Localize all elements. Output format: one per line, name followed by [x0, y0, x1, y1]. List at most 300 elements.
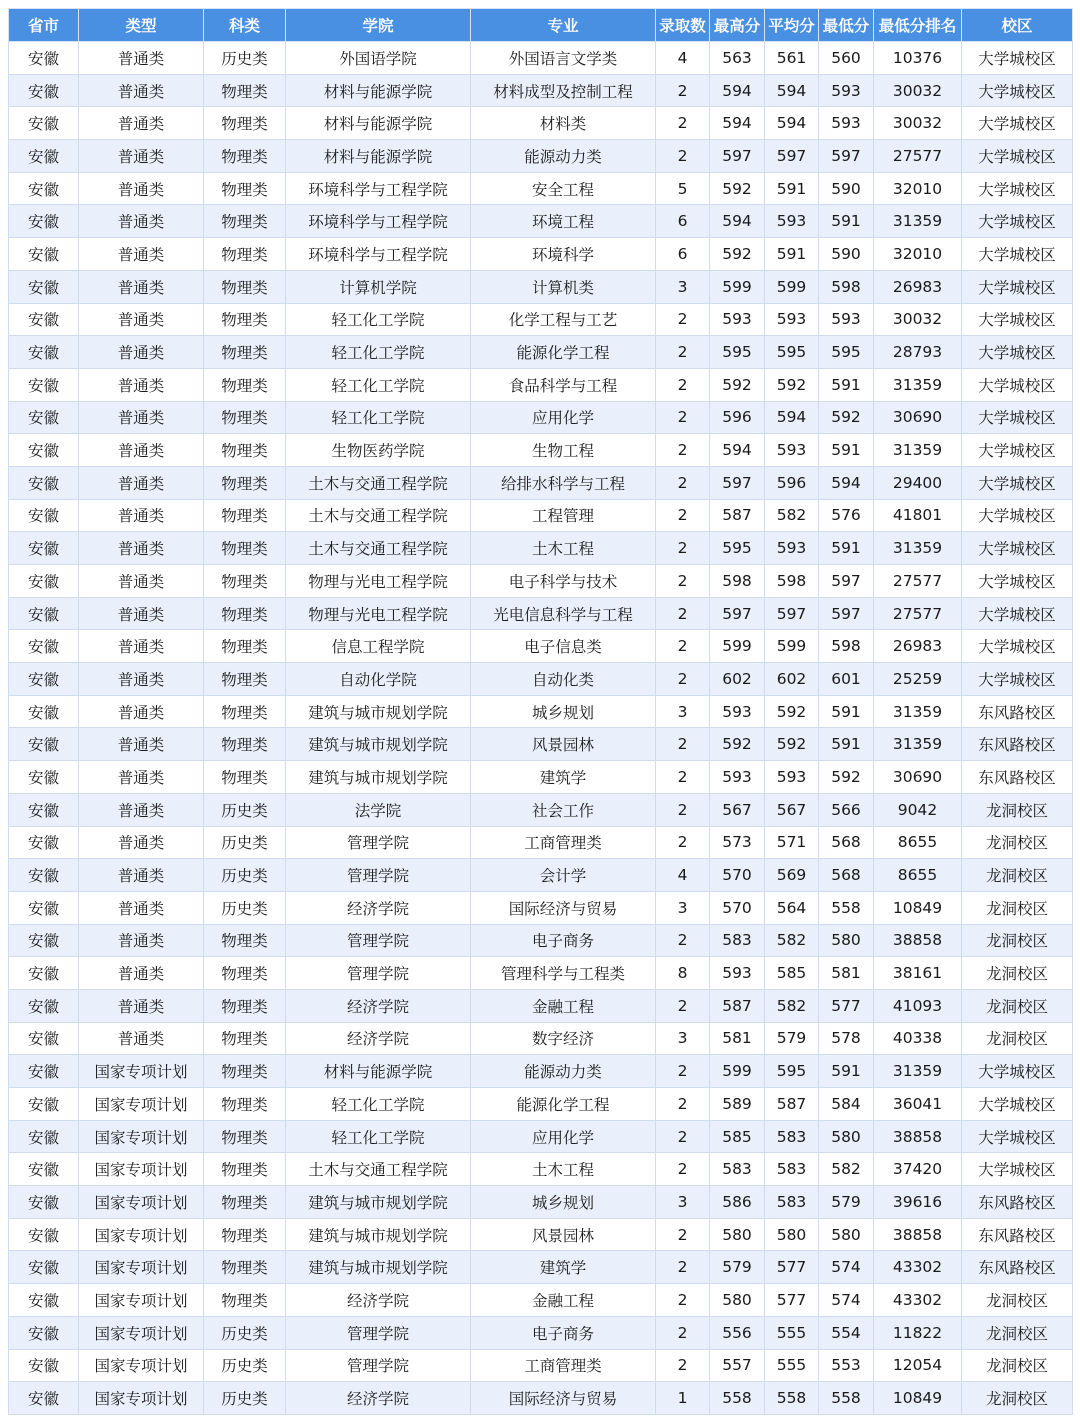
college-cell: 建筑与城市规划学院 — [286, 1186, 471, 1219]
admitted-cell: 2 — [656, 761, 710, 794]
subject-cell: 物理类 — [204, 695, 286, 728]
college-cell: 管理学院 — [286, 924, 471, 957]
subject-cell: 历史类 — [204, 826, 286, 859]
min-rank-cell: 27577 — [874, 565, 962, 598]
min-rank-cell: 41093 — [874, 989, 962, 1022]
avg-score-cell: 569 — [765, 859, 819, 892]
admitted-cell: 2 — [656, 401, 710, 434]
column-header-major: 专业 — [471, 9, 656, 42]
subject-cell: 物理类 — [204, 238, 286, 271]
table-row — [9, 42, 1073, 75]
max-score-cell: 592 — [710, 238, 765, 271]
avg-score-cell: 593 — [765, 532, 819, 565]
admitted-cell: 2 — [656, 793, 710, 826]
table-row — [9, 1186, 1073, 1219]
table-body — [9, 42, 1073, 1415]
type-cell: 普通类 — [79, 140, 204, 173]
province-cell: 安徽 — [9, 1120, 79, 1153]
admitted-cell: 2 — [656, 434, 710, 467]
province-cell: 安徽 — [9, 401, 79, 434]
admitted-cell: 4 — [656, 42, 710, 75]
province-cell: 安徽 — [9, 1284, 79, 1317]
admitted-cell: 2 — [656, 1218, 710, 1251]
table-row — [9, 761, 1073, 794]
table-row — [9, 1251, 1073, 1284]
type-cell: 普通类 — [79, 205, 204, 238]
min-score-cell: 591 — [819, 368, 874, 401]
province-cell: 安徽 — [9, 499, 79, 532]
major-cell: 计算机类 — [471, 270, 656, 303]
college-cell: 管理学院 — [286, 826, 471, 859]
college-cell: 材料与能源学院 — [286, 107, 471, 140]
type-cell: 普通类 — [79, 303, 204, 336]
min-score-cell: 577 — [819, 989, 874, 1022]
type-cell: 普通类 — [79, 74, 204, 107]
major-cell: 金融工程 — [471, 989, 656, 1022]
province-cell: 安徽 — [9, 205, 79, 238]
province-cell: 安徽 — [9, 336, 79, 369]
admitted-cell: 2 — [656, 74, 710, 107]
campus-cell: 大学城校区 — [962, 466, 1073, 499]
province-cell: 安徽 — [9, 1349, 79, 1382]
college-cell: 土木与交通工程学院 — [286, 499, 471, 532]
min-rank-cell: 10376 — [874, 42, 962, 75]
college-cell: 材料与能源学院 — [286, 74, 471, 107]
min-rank-cell: 27577 — [874, 140, 962, 173]
college-cell: 建筑与城市规划学院 — [286, 761, 471, 794]
table-row — [9, 368, 1073, 401]
table-row — [9, 957, 1073, 990]
major-cell: 环境科学 — [471, 238, 656, 271]
campus-cell: 龙洞校区 — [962, 1382, 1073, 1415]
min-score-cell: 598 — [819, 630, 874, 663]
max-score-cell: 594 — [710, 107, 765, 140]
avg-score-cell: 587 — [765, 1088, 819, 1121]
campus-cell: 龙洞校区 — [962, 1349, 1073, 1382]
type-cell: 普通类 — [79, 270, 204, 303]
type-cell: 普通类 — [79, 466, 204, 499]
admitted-cell: 6 — [656, 205, 710, 238]
subject-cell: 物理类 — [204, 303, 286, 336]
min-rank-cell: 31359 — [874, 368, 962, 401]
max-score-cell: 594 — [710, 434, 765, 467]
province-cell: 安徽 — [9, 859, 79, 892]
column-header-avg-score: 平均分 — [765, 9, 819, 42]
subject-cell: 历史类 — [204, 1349, 286, 1382]
type-cell: 国家专项计划 — [79, 1218, 204, 1251]
college-cell: 土木与交通工程学院 — [286, 466, 471, 499]
min-rank-cell: 37420 — [874, 1153, 962, 1186]
admitted-cell: 2 — [656, 1055, 710, 1088]
subject-cell: 物理类 — [204, 401, 286, 434]
campus-cell: 大学城校区 — [962, 401, 1073, 434]
min-score-cell: 558 — [819, 1382, 874, 1415]
min-rank-cell: 31359 — [874, 728, 962, 761]
college-cell: 管理学院 — [286, 1349, 471, 1382]
subject-cell: 物理类 — [204, 728, 286, 761]
min-score-cell: 592 — [819, 761, 874, 794]
province-cell: 安徽 — [9, 761, 79, 794]
avg-score-cell: 595 — [765, 336, 819, 369]
avg-score-cell: 582 — [765, 499, 819, 532]
subject-cell: 物理类 — [204, 630, 286, 663]
admitted-cell: 2 — [656, 303, 710, 336]
table-row — [9, 205, 1073, 238]
admitted-cell: 2 — [656, 466, 710, 499]
type-cell: 普通类 — [79, 401, 204, 434]
admitted-cell: 2 — [656, 597, 710, 630]
max-score-cell: 597 — [710, 466, 765, 499]
major-cell: 外国语言文学类 — [471, 42, 656, 75]
column-header-province: 省市 — [9, 9, 79, 42]
min-score-cell: 591 — [819, 532, 874, 565]
min-rank-cell: 30690 — [874, 401, 962, 434]
min-score-cell: 574 — [819, 1284, 874, 1317]
avg-score-cell: 598 — [765, 565, 819, 598]
table-row — [9, 565, 1073, 598]
subject-cell: 物理类 — [204, 761, 286, 794]
subject-cell: 物理类 — [204, 1153, 286, 1186]
province-cell: 安徽 — [9, 270, 79, 303]
admitted-cell: 2 — [656, 1251, 710, 1284]
type-cell: 普通类 — [79, 434, 204, 467]
major-cell: 材料类 — [471, 107, 656, 140]
subject-cell: 物理类 — [204, 597, 286, 630]
avg-score-cell: 592 — [765, 728, 819, 761]
major-cell: 风景园林 — [471, 1218, 656, 1251]
max-score-cell: 558 — [710, 1382, 765, 1415]
province-cell: 安徽 — [9, 42, 79, 75]
subject-cell: 物理类 — [204, 368, 286, 401]
max-score-cell: 599 — [710, 270, 765, 303]
major-cell: 数字经济 — [471, 1022, 656, 1055]
min-rank-cell: 8655 — [874, 859, 962, 892]
type-cell: 国家专项计划 — [79, 1186, 204, 1219]
province-cell: 安徽 — [9, 826, 79, 859]
major-cell: 光电信息科学与工程 — [471, 597, 656, 630]
major-cell: 化学工程与工艺 — [471, 303, 656, 336]
subject-cell: 物理类 — [204, 499, 286, 532]
table-row — [9, 532, 1073, 565]
college-cell: 法学院 — [286, 793, 471, 826]
major-cell: 环境工程 — [471, 205, 656, 238]
type-cell: 普通类 — [79, 1022, 204, 1055]
admitted-cell: 2 — [656, 1284, 710, 1317]
major-cell: 风景园林 — [471, 728, 656, 761]
min-rank-cell: 43302 — [874, 1284, 962, 1317]
college-cell: 材料与能源学院 — [286, 1055, 471, 1088]
column-header-college: 学院 — [286, 9, 471, 42]
admitted-cell: 4 — [656, 859, 710, 892]
province-cell: 安徽 — [9, 1153, 79, 1186]
campus-cell: 龙洞校区 — [962, 957, 1073, 990]
major-cell: 应用化学 — [471, 1120, 656, 1153]
province-cell: 安徽 — [9, 597, 79, 630]
admitted-cell: 2 — [656, 565, 710, 598]
table-row — [9, 663, 1073, 696]
college-cell: 管理学院 — [286, 859, 471, 892]
province-cell: 安徽 — [9, 1218, 79, 1251]
avg-score-cell: 591 — [765, 238, 819, 271]
min-score-cell: 595 — [819, 336, 874, 369]
min-rank-cell: 38858 — [874, 924, 962, 957]
province-cell: 安徽 — [9, 793, 79, 826]
college-cell: 经济学院 — [286, 1382, 471, 1415]
table-row — [9, 270, 1073, 303]
admitted-cell: 2 — [656, 826, 710, 859]
college-cell: 环境科学与工程学院 — [286, 238, 471, 271]
avg-score-cell: 593 — [765, 205, 819, 238]
header-row — [9, 9, 1073, 42]
min-rank-cell: 12054 — [874, 1349, 962, 1382]
admitted-cell: 2 — [656, 140, 710, 173]
college-cell: 环境科学与工程学院 — [286, 172, 471, 205]
type-cell: 国家专项计划 — [79, 1055, 204, 1088]
column-header-min-rank: 最低分排名 — [874, 9, 962, 42]
college-cell: 信息工程学院 — [286, 630, 471, 663]
type-cell: 普通类 — [79, 336, 204, 369]
avg-score-cell: 594 — [765, 107, 819, 140]
table-row — [9, 630, 1073, 663]
table-row — [9, 1316, 1073, 1349]
max-score-cell: 598 — [710, 565, 765, 598]
min-score-cell: 591 — [819, 205, 874, 238]
min-score-cell: 591 — [819, 1055, 874, 1088]
max-score-cell: 563 — [710, 42, 765, 75]
admitted-cell: 2 — [656, 630, 710, 663]
avg-score-cell: 592 — [765, 368, 819, 401]
max-score-cell: 597 — [710, 597, 765, 630]
min-score-cell: 581 — [819, 957, 874, 990]
min-rank-cell: 39616 — [874, 1186, 962, 1219]
min-rank-cell: 31359 — [874, 532, 962, 565]
min-rank-cell: 32010 — [874, 238, 962, 271]
admitted-cell: 2 — [656, 499, 710, 532]
campus-cell: 大学城校区 — [962, 42, 1073, 75]
min-score-cell: 582 — [819, 1153, 874, 1186]
subject-cell: 物理类 — [204, 205, 286, 238]
admitted-cell: 2 — [656, 1120, 710, 1153]
avg-score-cell: 558 — [765, 1382, 819, 1415]
college-cell: 生物医药学院 — [286, 434, 471, 467]
avg-score-cell: 577 — [765, 1251, 819, 1284]
province-cell: 安徽 — [9, 466, 79, 499]
max-score-cell: 557 — [710, 1349, 765, 1382]
avg-score-cell: 602 — [765, 663, 819, 696]
major-cell: 电子信息类 — [471, 630, 656, 663]
max-score-cell: 583 — [710, 924, 765, 957]
min-rank-cell: 30032 — [874, 303, 962, 336]
max-score-cell: 570 — [710, 891, 765, 924]
major-cell: 应用化学 — [471, 401, 656, 434]
max-score-cell: 599 — [710, 630, 765, 663]
type-cell: 国家专项计划 — [79, 1284, 204, 1317]
province-cell: 安徽 — [9, 989, 79, 1022]
column-header-campus: 校区 — [962, 9, 1073, 42]
province-cell: 安徽 — [9, 924, 79, 957]
province-cell: 安徽 — [9, 238, 79, 271]
subject-cell: 物理类 — [204, 924, 286, 957]
column-header-max-score: 最高分 — [710, 9, 765, 42]
avg-score-cell: 577 — [765, 1284, 819, 1317]
min-score-cell: 568 — [819, 826, 874, 859]
college-cell: 建筑与城市规划学院 — [286, 1251, 471, 1284]
type-cell: 国家专项计划 — [79, 1120, 204, 1153]
province-cell: 安徽 — [9, 1022, 79, 1055]
avg-score-cell: 596 — [765, 466, 819, 499]
admitted-cell: 3 — [656, 1022, 710, 1055]
province-cell: 安徽 — [9, 74, 79, 107]
min-rank-cell: 32010 — [874, 172, 962, 205]
province-cell: 安徽 — [9, 957, 79, 990]
major-cell: 工程管理 — [471, 499, 656, 532]
major-cell: 建筑学 — [471, 761, 656, 794]
min-rank-cell: 27577 — [874, 597, 962, 630]
column-header-type: 类型 — [79, 9, 204, 42]
college-cell: 轻工化工学院 — [286, 401, 471, 434]
min-rank-cell: 30032 — [874, 107, 962, 140]
avg-score-cell: 593 — [765, 761, 819, 794]
max-score-cell: 587 — [710, 499, 765, 532]
campus-cell: 大学城校区 — [962, 74, 1073, 107]
major-cell: 给排水科学与工程 — [471, 466, 656, 499]
type-cell: 国家专项计划 — [79, 1349, 204, 1382]
college-cell: 轻工化工学院 — [286, 1088, 471, 1121]
min-rank-cell: 38858 — [874, 1218, 962, 1251]
college-cell: 管理学院 — [286, 1316, 471, 1349]
admitted-cell: 3 — [656, 270, 710, 303]
admitted-cell: 8 — [656, 957, 710, 990]
table-row — [9, 401, 1073, 434]
min-rank-cell: 25259 — [874, 663, 962, 696]
max-score-cell: 594 — [710, 205, 765, 238]
admitted-cell: 2 — [656, 924, 710, 957]
province-cell: 安徽 — [9, 728, 79, 761]
college-cell: 经济学院 — [286, 891, 471, 924]
subject-cell: 物理类 — [204, 663, 286, 696]
type-cell: 普通类 — [79, 891, 204, 924]
major-cell: 土木工程 — [471, 1153, 656, 1186]
table-row — [9, 891, 1073, 924]
min-rank-cell: 38161 — [874, 957, 962, 990]
major-cell: 工商管理类 — [471, 1349, 656, 1382]
avg-score-cell: 591 — [765, 172, 819, 205]
min-rank-cell: 31359 — [874, 695, 962, 728]
campus-cell: 大学城校区 — [962, 663, 1073, 696]
campus-cell: 龙洞校区 — [962, 1316, 1073, 1349]
campus-cell: 东风路校区 — [962, 1251, 1073, 1284]
table-row — [9, 597, 1073, 630]
admitted-cell: 2 — [656, 336, 710, 369]
campus-cell: 龙洞校区 — [962, 891, 1073, 924]
type-cell: 普通类 — [79, 826, 204, 859]
admitted-cell: 2 — [656, 989, 710, 1022]
college-cell: 轻工化工学院 — [286, 1120, 471, 1153]
major-cell: 管理科学与工程类 — [471, 957, 656, 990]
min-score-cell: 590 — [819, 172, 874, 205]
subject-cell: 物理类 — [204, 1120, 286, 1153]
campus-cell: 龙洞校区 — [962, 793, 1073, 826]
campus-cell: 大学城校区 — [962, 107, 1073, 140]
admitted-cell: 2 — [656, 532, 710, 565]
avg-score-cell: 594 — [765, 401, 819, 434]
admitted-cell: 2 — [656, 1088, 710, 1121]
min-rank-cell: 38858 — [874, 1120, 962, 1153]
type-cell: 普通类 — [79, 630, 204, 663]
avg-score-cell: 593 — [765, 303, 819, 336]
max-score-cell: 592 — [710, 368, 765, 401]
subject-cell: 物理类 — [204, 1186, 286, 1219]
campus-cell: 大学城校区 — [962, 303, 1073, 336]
subject-cell: 物理类 — [204, 140, 286, 173]
table-row — [9, 1153, 1073, 1186]
admitted-cell: 3 — [656, 695, 710, 728]
college-cell: 土木与交通工程学院 — [286, 532, 471, 565]
province-cell: 安徽 — [9, 1382, 79, 1415]
min-rank-cell: 26983 — [874, 270, 962, 303]
admitted-cell: 2 — [656, 1349, 710, 1382]
campus-cell: 大学城校区 — [962, 270, 1073, 303]
type-cell: 国家专项计划 — [79, 1382, 204, 1415]
admission-table-container — [8, 8, 1072, 1415]
type-cell: 普通类 — [79, 172, 204, 205]
max-score-cell: 586 — [710, 1186, 765, 1219]
province-cell: 安徽 — [9, 532, 79, 565]
table-row — [9, 74, 1073, 107]
avg-score-cell: 595 — [765, 1055, 819, 1088]
table-row — [9, 336, 1073, 369]
min-score-cell: 560 — [819, 42, 874, 75]
max-score-cell: 593 — [710, 695, 765, 728]
type-cell: 普通类 — [79, 368, 204, 401]
campus-cell: 大学城校区 — [962, 336, 1073, 369]
type-cell: 国家专项计划 — [79, 1153, 204, 1186]
province-cell: 安徽 — [9, 695, 79, 728]
subject-cell: 物理类 — [204, 336, 286, 369]
admitted-cell: 2 — [656, 663, 710, 696]
admitted-cell: 2 — [656, 368, 710, 401]
subject-cell: 物理类 — [204, 1088, 286, 1121]
column-header-min-score: 最低分 — [819, 9, 874, 42]
min-score-cell: 584 — [819, 1088, 874, 1121]
table-row — [9, 1088, 1073, 1121]
table-row — [9, 695, 1073, 728]
max-score-cell: 583 — [710, 1153, 765, 1186]
college-cell: 物理与光电工程学院 — [286, 565, 471, 598]
min-score-cell: 591 — [819, 728, 874, 761]
table-row — [9, 303, 1073, 336]
type-cell: 普通类 — [79, 107, 204, 140]
major-cell: 能源化学工程 — [471, 336, 656, 369]
avg-score-cell: 580 — [765, 1218, 819, 1251]
major-cell: 国际经济与贸易 — [471, 891, 656, 924]
admitted-cell: 2 — [656, 728, 710, 761]
min-rank-cell: 31359 — [874, 205, 962, 238]
max-score-cell: 592 — [710, 728, 765, 761]
major-cell: 城乡规划 — [471, 1186, 656, 1219]
type-cell: 普通类 — [79, 597, 204, 630]
min-rank-cell: 9042 — [874, 793, 962, 826]
min-score-cell: 594 — [819, 466, 874, 499]
min-score-cell: 593 — [819, 303, 874, 336]
avg-score-cell: 583 — [765, 1120, 819, 1153]
avg-score-cell: 597 — [765, 597, 819, 630]
subject-cell: 物理类 — [204, 565, 286, 598]
avg-score-cell: 594 — [765, 74, 819, 107]
max-score-cell: 585 — [710, 1120, 765, 1153]
subject-cell: 历史类 — [204, 1316, 286, 1349]
college-cell: 建筑与城市规划学院 — [286, 695, 471, 728]
